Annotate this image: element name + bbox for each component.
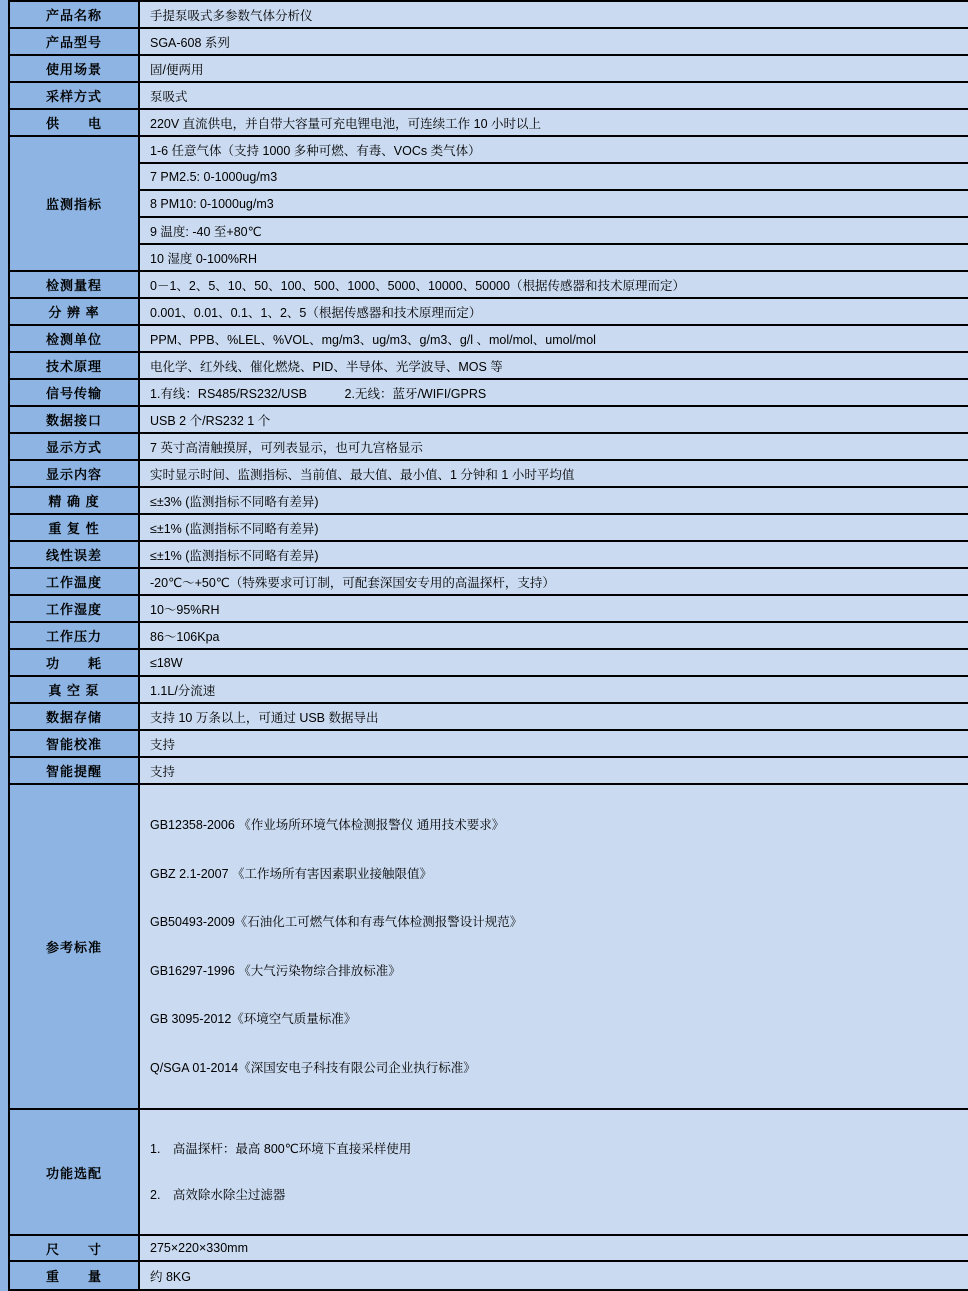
table-row (9, 271, 968, 298)
table-row (9, 730, 968, 757)
table-row (9, 190, 968, 217)
table-row (9, 487, 968, 514)
spec-value-usage-scene: 固/便两用 (139, 55, 968, 82)
standard-line: GB 3095-2012《环境空气质量标准》 (150, 1012, 357, 1026)
spec-label-display-content: 显示内容 (9, 460, 139, 487)
table-row (9, 784, 968, 1109)
spec-label-detection-unit: 检测单位 (9, 325, 139, 352)
table-row (9, 1109, 968, 1235)
spec-label-data-storage: 数据存储 (9, 703, 139, 730)
spec-label-working-temperature: 工作温度 (9, 568, 139, 595)
spec-value-monitoring-indicator-5: 10 湿度 0-100%RH (139, 244, 968, 271)
table-row (9, 406, 968, 433)
spec-value-display-mode: 7 英寸高清触摸屏，可列表显示，也可九宫格显示 (139, 433, 968, 460)
spec-value-detection-unit: PPM、PPB、%LEL、%VOL、mg/m3、ug/m3、g/m3、g/l 、mol/mol、umol/mol (139, 325, 968, 352)
spec-label-sampling-method: 采样方式 (9, 82, 139, 109)
standard-line: GB50493-2009《石油化工可燃气体和有毒气体检测报警设计规范》 (150, 915, 523, 929)
table-row (9, 433, 968, 460)
spec-label-reference-standards: 参考标准 (9, 784, 139, 1109)
table-row (9, 217, 968, 244)
spec-label-optional-features: 功能选配 (9, 1109, 139, 1235)
spec-value-dimensions: 275×220×330mm (139, 1235, 968, 1261)
spec-value-accuracy: ≤±3% (监测指标不同略有差异) (139, 487, 968, 514)
spec-value-vacuum-pump: 1.1L/分流速 (139, 676, 968, 703)
spec-label-vacuum-pump: 真 空 泵 (9, 676, 139, 703)
spec-label-model: 产品型号 (9, 28, 139, 55)
table-row (9, 1261, 968, 1290)
table-row (9, 352, 968, 379)
table-row (9, 568, 968, 595)
spec-label-signal-transmission: 信号传输 (9, 379, 139, 406)
spec-value-power-consumption: ≤18W (139, 649, 968, 676)
spec-value-reference-standards (139, 784, 968, 1109)
table-row (9, 379, 968, 406)
spec-label-accuracy: 精 确 度 (9, 487, 139, 514)
table-row (9, 541, 968, 568)
spec-value-model: SGA-608 系列 (139, 28, 968, 55)
spec-label-repeatability: 重 复 性 (9, 514, 139, 541)
option-line: 2. 高效除水除尘过滤器 (150, 1188, 286, 1202)
table-row (9, 109, 968, 136)
spec-label-monitoring-indicators: 监测指标 (9, 136, 139, 271)
spec-label-smart-reminder: 智能提醒 (9, 757, 139, 784)
spec-value-power-supply: 220V 直流供电，并自带大容量可充电锂电池，可连续工作 10 小时以上 (139, 109, 968, 136)
table-row (9, 514, 968, 541)
spec-value-data-storage: 支持 10 万条以上，可通过 USB 数据导出 (139, 703, 968, 730)
spec-label-detection-range: 检测量程 (9, 271, 139, 298)
table-row (9, 460, 968, 487)
spec-value-working-pressure: 86～106Kpa (139, 622, 968, 649)
spec-value-resolution: 0.001、0.01、0.1、1、2、5（根据传感器和技术原理而定） (139, 298, 968, 325)
spec-value-detection-range: 0－1、2、5、10、50、100、500、1000、5000、10000、50000（根据传感器和技术原理而定） (139, 271, 968, 298)
spec-value-working-temperature: -20℃～+50℃（特殊要求可订制，可配套深国安专用的高温探杆，支持） (139, 568, 968, 595)
spec-label-technical-principle: 技术原理 (9, 352, 139, 379)
spec-label-working-pressure: 工作压力 (9, 622, 139, 649)
standard-line: GBZ 2.1-2007 《工作场所有害因素职业接触限值》 (150, 866, 432, 881)
table-row (9, 163, 968, 190)
table-row (9, 1235, 968, 1261)
standard-line: GB12358-2006 《作业场所环境气体检测报警仪 通用技术要求》 (150, 818, 505, 832)
spec-label-resolution: 分 辨 率 (9, 298, 139, 325)
spec-value-product-name: 手提泵吸式多参数气体分析仪 (139, 1, 968, 28)
spec-value-monitoring-indicator-1: 1-6 任意气体（支持 1000 多种可燃、有毒、VOCs 类气体） (139, 136, 968, 163)
spec-value-repeatability: ≤±1% (监测指标不同略有差异) (139, 514, 968, 541)
option-line: 1. 高温探杆：最高 800℃环境下直接采样使用 (150, 1142, 412, 1156)
spec-value-weight: 约 8KG (139, 1261, 968, 1290)
table-row (9, 757, 968, 784)
spec-value-data-interface: USB 2 个/RS232 1 个 (139, 406, 968, 433)
table-row (9, 82, 968, 109)
table-row (9, 244, 968, 271)
table-row (9, 136, 968, 163)
spec-label-usage-scene: 使用场景 (9, 55, 139, 82)
table-row (9, 325, 968, 352)
spec-value-technical-principle: 电化学、红外线、催化燃烧、PID、半导体、光学波导、MOS 等 (139, 352, 968, 379)
spec-value-optional-features (139, 1109, 968, 1235)
table-row (9, 595, 968, 622)
table-row (9, 622, 968, 649)
spec-table (8, 0, 968, 1291)
spec-value-display-content: 实时显示时间、监测指标、当前值、最大值、最小值、1 分钟和 1 小时平均值 (139, 460, 968, 487)
spec-label-data-interface: 数据接口 (9, 406, 139, 433)
spec-label-working-humidity: 工作湿度 (9, 595, 139, 622)
spec-value-linearity-error: ≤±1% (监测指标不同略有差异) (139, 541, 968, 568)
spec-label-smart-calibration: 智能校准 (9, 730, 139, 757)
standard-line: Q/SGA 01-2014《深国安电子科技有限公司企业执行标准》 (150, 1060, 476, 1075)
spec-label-weight: 重 量 (9, 1261, 139, 1290)
spec-value-working-humidity: 10～95%RH (139, 595, 968, 622)
spec-value-smart-calibration: 支持 (139, 730, 968, 757)
spec-label-power-supply: 供 电 (9, 109, 139, 136)
spec-value-sampling-method: 泵吸式 (139, 82, 968, 109)
table-row (9, 676, 968, 703)
table-row (9, 703, 968, 730)
spec-label-linearity-error: 线性误差 (9, 541, 139, 568)
table-row (9, 1, 968, 28)
spec-value-monitoring-indicator-3: 8 PM10: 0-1000ug/m3 (139, 190, 968, 217)
spec-label-display-mode: 显示方式 (9, 433, 139, 460)
table-row (9, 28, 968, 55)
table-row (9, 649, 968, 676)
standard-line: GB16297-1996 《大气污染物综合排放标准》 (150, 963, 401, 978)
spec-value-monitoring-indicator-2: 7 PM2.5: 0-1000ug/m3 (139, 163, 968, 190)
spec-value-signal-transmission: 1.有线：RS485/RS232/USB 2.无线：蓝牙/WIFI/GPRS (139, 379, 968, 406)
spec-value-monitoring-indicator-4: 9 温度: -40 至+80℃ (139, 217, 968, 244)
spec-label-dimensions: 尺 寸 (9, 1235, 139, 1261)
table-row (9, 298, 968, 325)
spec-label-power-consumption: 功 耗 (9, 649, 139, 676)
table-row (9, 55, 968, 82)
spec-label-product-name: 产品名称 (9, 1, 139, 28)
spec-value-smart-reminder: 支持 (139, 757, 968, 784)
